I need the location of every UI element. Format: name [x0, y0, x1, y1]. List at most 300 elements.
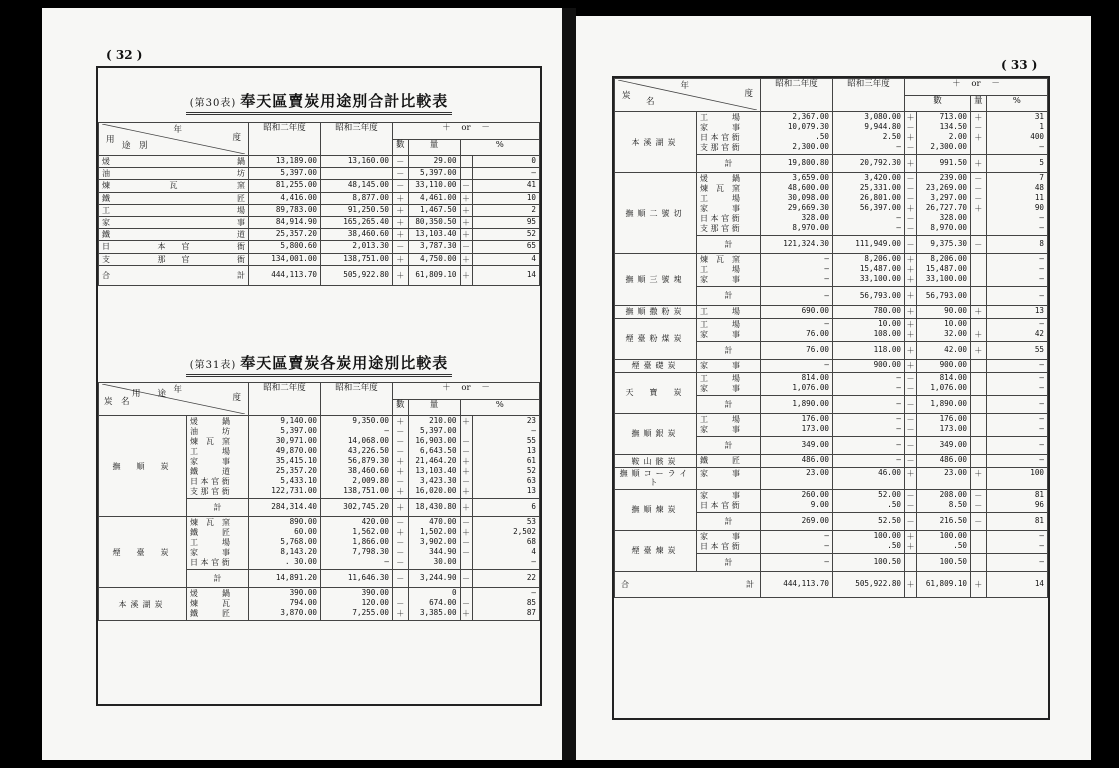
change-amount: 470.00	[429, 517, 457, 527]
subtotal-d: 3,244.90	[408, 570, 460, 588]
change-sign: ＋	[906, 469, 915, 479]
change-pct-list	[472, 416, 539, 499]
header-degree: 度	[232, 393, 241, 403]
change-pct: —	[1039, 455, 1044, 465]
value-year2: 134,001.00	[249, 253, 321, 265]
value-year2: 4,416.00	[249, 192, 321, 204]
value-year2: 30,971.00	[275, 436, 317, 445]
value-year3: —	[896, 423, 901, 433]
use-item: 日 本 官 衙	[700, 133, 740, 142]
subtotal-label: 計	[187, 570, 249, 588]
value-year2-list	[761, 112, 833, 155]
subtotal-ps	[971, 395, 987, 413]
change-sign: －	[906, 214, 915, 224]
change-amount-list	[917, 489, 971, 512]
value-year3: 7,255.00	[352, 608, 389, 618]
subtotal-ps	[971, 436, 987, 454]
row-label	[99, 168, 249, 180]
label-last: 衙	[237, 254, 245, 264]
total-first: 合	[621, 579, 629, 589]
value-year2-list	[761, 413, 833, 436]
pct-sign	[971, 143, 986, 153]
change-amount: 3,902.00	[419, 537, 457, 547]
change-sign: －	[906, 184, 915, 194]
change-pct-list	[986, 318, 1047, 341]
subtotal-p: 5	[986, 155, 1047, 173]
table-row	[99, 180, 540, 192]
header-category: 途 別	[122, 141, 148, 152]
pct-sign: －	[974, 500, 983, 510]
use-item: 鐵 匠	[190, 528, 230, 538]
value-year3: 26,801.00	[859, 193, 901, 203]
change-amount: 173.00	[939, 423, 967, 433]
value-year3: 38,460.60	[321, 229, 393, 241]
pct-sign	[971, 214, 986, 224]
change-pct: —	[1039, 213, 1044, 223]
subtotal-c1: 1,890.00	[761, 395, 833, 413]
pct-sign	[971, 542, 986, 552]
value-year3	[321, 168, 393, 180]
pct-sign-list	[460, 416, 472, 499]
pct-sign	[461, 558, 472, 568]
change-sign: ＋	[906, 265, 915, 275]
value-year2: 48,600.00	[787, 183, 829, 193]
value-year2: 890.00	[289, 517, 317, 527]
change-pct: —	[1039, 359, 1044, 369]
change-sign-list	[905, 489, 917, 512]
change-pct-list	[986, 468, 1047, 489]
pct-sign: －	[974, 194, 983, 204]
pct-sign: ＋	[974, 329, 983, 339]
use-item: 家 事	[700, 383, 740, 393]
pct-sign: －	[462, 538, 471, 548]
group-row	[615, 305, 1048, 318]
subtotal-c1: 284,314.40	[249, 499, 321, 517]
page-number: ( 32 )	[106, 48, 143, 62]
use-item: 鐵 道	[190, 467, 230, 476]
use-item: 支 那 官 衙	[190, 487, 230, 496]
change-sign-list	[905, 254, 917, 287]
header-degree: 度	[744, 89, 753, 99]
change-amount: 3,297.00	[930, 193, 967, 203]
value-year3: 46.00	[878, 468, 901, 478]
value-year3-list	[833, 489, 905, 512]
value-year2: 29,669.30	[787, 203, 829, 213]
value-year3: 52.00	[878, 489, 901, 499]
subtotal-p: —	[986, 395, 1047, 413]
value-year3-list	[833, 530, 905, 553]
use-item: 日 本 官 衙	[190, 477, 230, 486]
use-item: 工 場	[700, 373, 740, 383]
change-pct: 95	[472, 216, 539, 228]
value-year2: 9.00	[810, 499, 829, 509]
use-item: 日 本 官 衙	[700, 500, 740, 510]
label-middle: 那 官	[157, 254, 190, 264]
value-year2: 390.00	[289, 588, 317, 598]
page-number: ( 33 )	[1001, 58, 1038, 72]
use-item: 工 場	[190, 447, 230, 456]
value-year3: 14,068.00	[347, 436, 389, 445]
use-item: 日 本 官 衙	[700, 541, 740, 551]
change-sign: ＋	[396, 528, 405, 538]
pct-sign	[460, 168, 472, 180]
subtotal-label: 計	[697, 436, 761, 454]
coal-name: 煙 臺 炭	[99, 517, 187, 588]
header-use: 用 途	[132, 389, 167, 399]
pct-sign-list	[971, 468, 987, 489]
pct-sign	[461, 427, 472, 437]
change-sign: ＋	[906, 360, 915, 370]
subtotal-s: ＋	[393, 499, 409, 517]
subtotal-ps	[971, 553, 987, 571]
change-pct: 96	[1034, 499, 1044, 509]
subtotal-ps	[971, 287, 987, 305]
total-c2: 505,922.80	[321, 265, 393, 285]
change-pct: 13	[526, 486, 536, 495]
value-year2: 5,397.00	[280, 426, 317, 435]
change-pct: —	[531, 557, 536, 567]
value-year2-list	[761, 455, 833, 468]
value-year3: 2,009.80	[352, 476, 389, 485]
use-item: 煉 瓦 窯	[190, 518, 230, 528]
pct-sign-list	[971, 530, 987, 553]
change-amount: 33,110.00	[408, 180, 460, 192]
label-last: 坊	[237, 169, 245, 179]
change-amount: 23.00	[944, 468, 967, 478]
change-amount: 5,397.00	[419, 426, 457, 435]
change-sign-list	[905, 173, 917, 236]
change-amount: 5,397.00	[408, 168, 460, 180]
change-sign-list	[905, 455, 917, 468]
subtotal-label: 計	[697, 512, 761, 530]
row-label	[99, 229, 249, 241]
change-pct: 48	[1034, 183, 1044, 193]
pct-sign	[971, 456, 986, 466]
total-c1: 444,113.70	[249, 265, 321, 285]
value-year2: 122,731.00	[271, 486, 317, 495]
change-sign: ＋	[906, 133, 915, 142]
use-list	[697, 359, 761, 372]
use-item: 家 事	[190, 457, 230, 466]
grand-total-d: 61,809.10	[917, 571, 971, 597]
change-amount: 2.00	[948, 132, 967, 141]
change-pct: —	[1039, 413, 1044, 423]
pct-sign: －	[462, 447, 471, 456]
subtotal-s: －	[905, 512, 917, 530]
table30-corner-cell	[99, 123, 249, 156]
change-sign-list	[905, 372, 917, 395]
subtotal-c2: —	[833, 436, 905, 454]
change-sign: －	[906, 194, 915, 204]
value-year2: 49,870.00	[275, 446, 317, 455]
coal-name: 天 寶 炭	[615, 372, 697, 413]
value-year2: 25,357.20	[249, 229, 321, 241]
change-sign: ＋	[396, 467, 405, 476]
pct-sign: －	[462, 437, 471, 446]
change-pct: 23	[526, 416, 536, 425]
change-sign-list	[905, 112, 917, 155]
use-item: 工 場	[700, 414, 740, 424]
use-item: 家 事	[700, 275, 740, 285]
change-sign: ＋	[906, 541, 915, 551]
change-pct: —	[531, 588, 536, 598]
change-sign-list	[905, 359, 917, 372]
pct-sign	[461, 589, 472, 599]
change-amount: 4,750.00	[408, 253, 460, 265]
pct-sign-list	[971, 254, 987, 287]
value-year2: 60.00	[294, 527, 317, 537]
use-item: 油 坊	[190, 427, 230, 436]
subtotal-label: 計	[697, 395, 761, 413]
value-year3: —	[896, 213, 901, 223]
subtotal-s	[905, 553, 917, 571]
left-page	[42, 8, 562, 760]
use-item: 工 場	[190, 538, 230, 548]
group-row	[99, 517, 540, 570]
value-year2: 1,076.00	[792, 382, 829, 392]
header-amount: 量	[408, 399, 460, 416]
pct-sign	[971, 532, 986, 542]
subtotal-c2: 302,745.20	[321, 499, 393, 517]
change-sign: ＋	[906, 306, 915, 316]
change-sign: －	[906, 456, 915, 466]
pct-sign: ＋	[462, 467, 471, 476]
value-year2: . 30.00	[284, 557, 317, 567]
label-first: 日	[102, 242, 110, 252]
change-sign: －	[393, 156, 409, 168]
change-amount: 80,350.50	[408, 216, 460, 228]
total-first: 合	[102, 270, 110, 280]
change-amount: 100.00	[939, 530, 967, 540]
change-sign-list	[393, 588, 409, 621]
change-pct: 100	[1030, 468, 1044, 478]
header-coal: 炭	[622, 91, 631, 101]
use-list	[697, 112, 761, 155]
subtotal-label: 計	[697, 341, 761, 359]
subtotal-c2: 20,792.30	[833, 155, 905, 173]
subtotal-d: 42.00	[917, 341, 971, 359]
label-first: 鐵	[102, 230, 110, 240]
change-pct: 10	[472, 192, 539, 204]
change-pct: 7	[1039, 173, 1044, 183]
value-year2: 9,140.00	[280, 416, 317, 425]
pct-sign-list	[460, 517, 472, 570]
change-amount: 1,467.50	[408, 204, 460, 216]
pct-sign: －	[462, 599, 471, 609]
subtotal-d: 1,890.00	[917, 395, 971, 413]
change-pct: 61	[526, 456, 536, 465]
header-change: ＋ or －	[393, 383, 540, 400]
change-pct: 42	[1034, 328, 1044, 338]
value-year3-list	[833, 468, 905, 489]
subtotal-label: 計	[697, 287, 761, 305]
change-pct: 1	[1039, 122, 1044, 131]
use-list	[187, 416, 249, 499]
header-col2: 昭和三年度	[833, 79, 905, 112]
value-year3: 43,226.50	[347, 446, 389, 455]
use-item: 工 場	[700, 113, 740, 122]
value-year2-list	[761, 359, 833, 372]
change-amount: 3,385.00	[419, 608, 457, 618]
table30-header-row	[99, 123, 540, 140]
table31-corner-cell	[99, 383, 249, 416]
change-sign: －	[396, 447, 405, 456]
table31-title: 奉天區賣炭各炭用途別比較表	[240, 354, 449, 372]
value-year2: —	[824, 254, 829, 264]
group-row	[615, 112, 1048, 155]
change-pct-list	[986, 254, 1047, 287]
label-last: 事	[237, 217, 245, 227]
total-last: 計	[746, 579, 754, 589]
value-year3: —	[384, 426, 389, 435]
change-amount: 21,464.20	[415, 456, 457, 465]
value-year3: 1,562.00	[352, 527, 389, 537]
change-pct: 85	[526, 598, 536, 608]
change-amount: 30.00	[433, 557, 457, 567]
change-pct: —	[1039, 530, 1044, 540]
group-row	[615, 489, 1048, 512]
use-item: 鐵 匠	[190, 609, 230, 619]
change-pct: —	[1039, 382, 1044, 392]
coal-name: 撫順コーライト	[615, 468, 697, 489]
table-row	[99, 156, 540, 168]
change-pct: 53	[526, 517, 536, 527]
pct-sign: －	[462, 242, 471, 252]
value-year2: —	[824, 274, 829, 284]
use-item: 煉 瓦 窯	[190, 437, 230, 446]
use-item: 煉 瓦 窯	[700, 255, 740, 265]
use-item: 家 事	[700, 360, 740, 370]
change-sign: ＋	[396, 417, 405, 426]
value-year2-list	[761, 530, 833, 553]
change-sign: －	[906, 224, 915, 234]
change-pct: 41	[472, 180, 539, 192]
change-amount: 13,103.40	[408, 229, 460, 241]
value-year3: 15,487.00	[859, 264, 901, 274]
change-sign: －	[906, 490, 915, 500]
value-year3-list	[833, 173, 905, 236]
subtotal-p: 22	[472, 570, 539, 588]
label-last: 窯	[237, 181, 245, 191]
value-year3-list	[833, 305, 905, 318]
change-pct-list	[986, 530, 1047, 553]
coal-name: 撫順三號塊	[615, 254, 697, 305]
change-pct: 52	[526, 466, 536, 475]
value-year2: —	[824, 540, 829, 550]
header-qty: 數	[393, 139, 409, 156]
change-sign: －	[396, 518, 405, 528]
table31-header-row	[99, 383, 540, 400]
use-item: 工 場	[700, 265, 740, 275]
change-sign: ＋	[393, 204, 409, 216]
pct-sign: ＋	[462, 609, 471, 619]
value-year2: 3,659.00	[792, 173, 829, 183]
label-last: 衙	[237, 242, 245, 252]
value-year3: 165,265.40	[321, 216, 393, 228]
change-amount: 674.00	[429, 598, 457, 608]
header-year: 年	[173, 385, 183, 395]
label-first: 鐵	[102, 193, 110, 203]
header-col1: 昭和二年度	[249, 123, 321, 156]
change-amount: 4,461.00	[408, 192, 460, 204]
change-sign: ＋	[906, 329, 915, 339]
change-amount: 713.00	[939, 112, 967, 121]
use-item: 日 本 官 衙	[700, 214, 740, 224]
pct-sign: ＋	[462, 487, 471, 496]
subtotal-c2: 11,646.30	[321, 570, 393, 588]
header-use: 用	[106, 135, 115, 145]
header-year: 年	[173, 125, 183, 135]
value-year2-list	[761, 254, 833, 287]
use-item: 煖 鍋	[190, 589, 230, 599]
value-year2: 5,397.00	[249, 168, 321, 180]
change-sign: ＋	[393, 192, 409, 204]
coal-name: 本溪湖炭	[99, 588, 187, 621]
value-year3: 56,879.30	[347, 456, 389, 465]
value-year2-list	[761, 318, 833, 341]
pct-sign-list	[971, 413, 987, 436]
use-item: 煖 鍋	[190, 417, 230, 426]
subtotal-ps: －	[971, 236, 987, 254]
change-sign: －	[906, 123, 915, 132]
change-pct: 11	[1034, 193, 1044, 203]
total-d: 61,809.10	[408, 265, 460, 285]
change-pct-list	[472, 588, 539, 621]
table-row	[99, 168, 540, 180]
table31-number: (第31表)	[189, 360, 237, 371]
subtotal-s: －	[905, 395, 917, 413]
group-row	[615, 413, 1048, 436]
value-year2: 486.00	[801, 455, 829, 465]
pct-sign-list	[971, 173, 987, 236]
value-year2: 5,433.10	[280, 476, 317, 485]
value-year2-list	[761, 173, 833, 236]
subtotal-d: 18,430.80	[408, 499, 460, 517]
header-col2: 昭和三年度	[321, 383, 393, 416]
change-sign: －	[393, 241, 409, 253]
header-col1: 昭和二年度	[249, 383, 321, 416]
value-year2: 13,189.00	[249, 156, 321, 168]
change-pct: 400	[1030, 132, 1044, 141]
label-first: 煖	[102, 157, 110, 166]
label-first: 煉	[102, 181, 110, 191]
change-amount: 344.90	[429, 547, 457, 557]
group-row	[99, 588, 540, 621]
change-amount-list	[917, 413, 971, 436]
value-year3-list	[833, 359, 905, 372]
coal-name: 煙臺礎炭	[615, 359, 697, 372]
pct-sign: ＋	[974, 306, 983, 316]
use-list	[697, 173, 761, 236]
value-year2: 794.00	[289, 598, 317, 608]
header-year: 年	[680, 81, 690, 91]
subtotal-d: 9,375.30	[917, 236, 971, 254]
change-sign: －	[906, 414, 915, 424]
value-year2: 23.00	[806, 468, 829, 478]
value-year3: 48,145.00	[321, 180, 393, 192]
change-sign-list	[905, 305, 917, 318]
row-label	[99, 216, 249, 228]
subtotal-label: 計	[187, 499, 249, 517]
value-year3: 3,420.00	[864, 173, 901, 183]
change-pct: 13	[1034, 305, 1044, 315]
pct-sign: ＋	[462, 254, 471, 264]
subtotal-c1: 121,324.30	[761, 236, 833, 254]
change-amount-list	[917, 530, 971, 553]
value-year3: 3,080.00	[864, 112, 901, 121]
pct-sign: ＋	[974, 469, 983, 479]
subtotal-d: 100.50	[917, 553, 971, 571]
